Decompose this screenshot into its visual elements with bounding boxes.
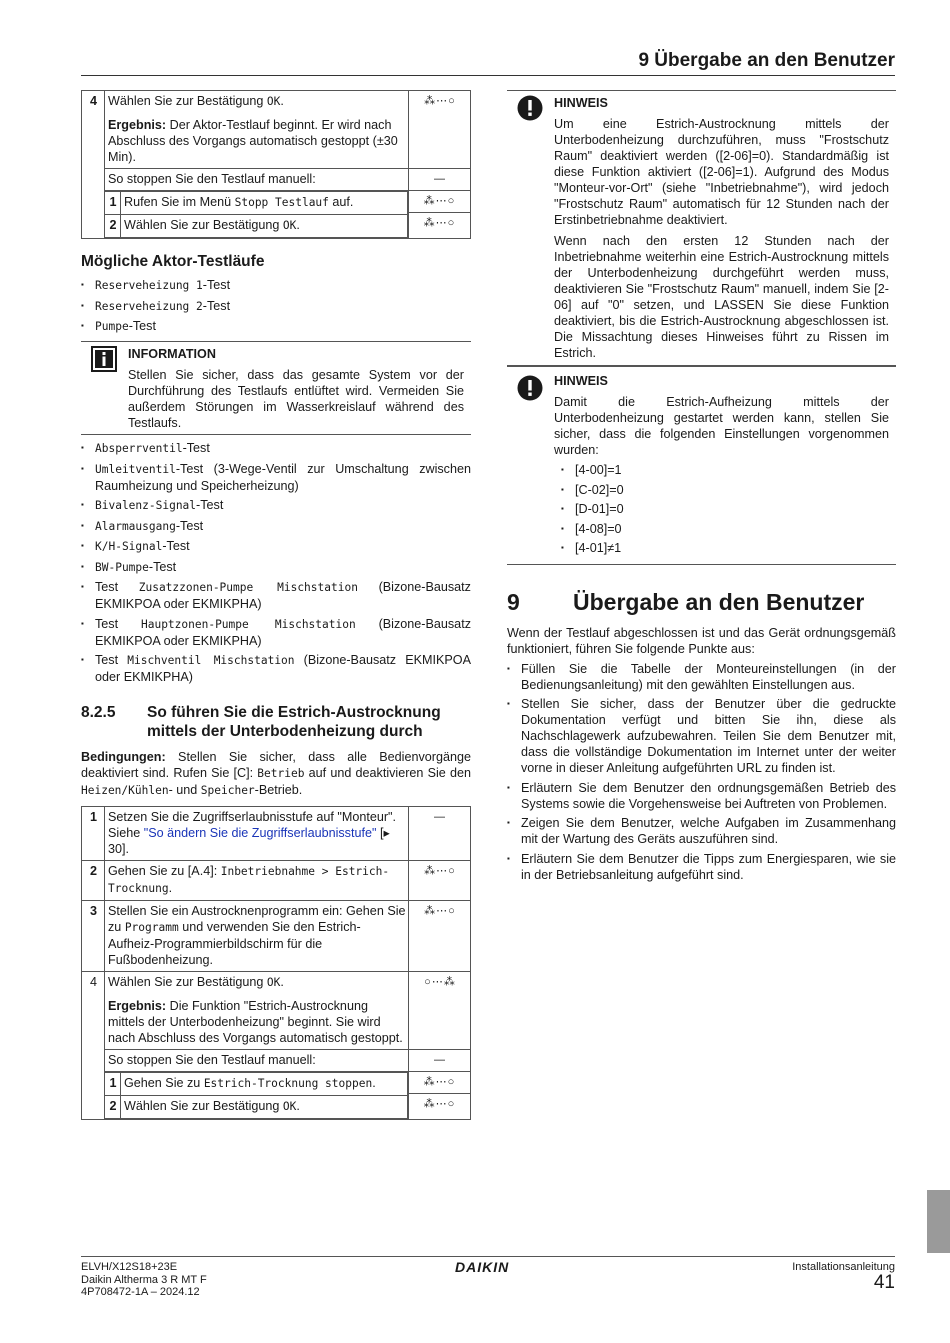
sub-step-number: 2 bbox=[105, 215, 121, 238]
step-number: 1 bbox=[82, 807, 105, 861]
left-column bbox=[81, 90, 471, 1120]
chapter-number: 9 bbox=[507, 588, 520, 615]
list-item: ▪ Test Zusatzzonen-Pumpe Mischstation (Bizone-Bausatz EKMIKPOA oder EKMIKPHA) bbox=[81, 579, 471, 612]
stop-instruction: So stoppen Sie den Testlauf manuell: bbox=[105, 1050, 409, 1072]
table-row bbox=[82, 807, 471, 861]
list-item: ▪ [4-00]=1 bbox=[561, 462, 889, 478]
sub-step-number: 1 bbox=[105, 192, 121, 215]
notice-title: HINWEIS bbox=[554, 96, 608, 110]
information-text: Stellen Sie sicher, dass das gesamte System vor der Durchführung des Testlaufs entlüftet wird. Vermeiden Sie außerdem Störungen im Wasserkreislauf während des Testlaufs. bbox=[128, 368, 464, 430]
step-number: 3 bbox=[82, 901, 105, 972]
table-row bbox=[82, 169, 471, 191]
sub-steps bbox=[105, 191, 409, 239]
handover-list bbox=[507, 661, 896, 883]
list-item: ▪ Pumpe-Test bbox=[81, 318, 471, 335]
list-item: ▪ Stellen Sie sicher, dass der Benutzer über die gedruckte Dokumentation verfügt und bitten Sie ihn, diese als Nachschlagewerk aufzubewahren. Teilen Sie dem Benutzer mit, dass die vollständige Dokumentation im Internet unter der weiter vorne in dieser Anleitung aufgeführten URL zu finden ist. bbox=[507, 696, 896, 776]
list-item: ▪ [C-02]=0 bbox=[561, 482, 889, 498]
table-row bbox=[82, 91, 471, 169]
list-item: ▪ Füllen Sie die Tabelle der Monteureinstellungen (in der Bedienungsanleitung) mit den gewählten Einstellungen aus. bbox=[507, 661, 896, 693]
notice-text: Um eine Estrich-Austrocknung mittels der Unterbodenheizung durchzuführen, muss "Frostschutz Raum" deaktiviert werden ([2-06]=0). Standardmäßig ist diese Funktion aktiviert ([2-06]=1). Aufgrund des Modus "Monteur-vor-Ort" (siehe "Inbetriebnahme"), wird jedoch "Frostschutz Raum" automatisch für 12 Stunden nach der Erstinbetriebnahme deaktiviert. bbox=[554, 117, 889, 227]
page-number: 41 bbox=[873, 1272, 895, 1293]
list-item: ▪ Erläutern Sie dem Benutzer die Tipps zum Energiesparen, wie sie in der Betriebsanleitung aufgeführt sind. bbox=[507, 851, 896, 883]
section-number: 8.2.5 bbox=[81, 704, 116, 721]
list-item: ▪ [4-01]≠1 bbox=[561, 540, 889, 556]
section-heading bbox=[81, 703, 471, 741]
step-text: Wählen Sie zur Bestätigung OK. Ergebnis: Die Funktion "Estrich-Austrocknung mittels der Unterbodenheizung" beginnt. Sie wird nach Abschluss des Vorgangs automatisch gestoppt. bbox=[105, 972, 409, 1050]
list-item: ▪ [D-01]=0 bbox=[561, 501, 889, 517]
table-row bbox=[82, 972, 471, 1050]
user-interface-icon: ⁂⋯○ bbox=[409, 901, 471, 972]
chapter-tab bbox=[927, 1190, 950, 1253]
list-item: ▪ Absperrventil-Test bbox=[81, 440, 471, 457]
notice-box-2 bbox=[507, 369, 896, 565]
tests-heading: Mögliche Aktor-Testläufe bbox=[81, 253, 265, 270]
table-row bbox=[82, 1072, 471, 1120]
footer-rule bbox=[81, 1256, 895, 1257]
step-text: Wählen Sie zur Bestätigung OK. Ergebnis: Der Aktor-Testlauf beginnt. Er wird nach Abschluss des Vorgangs automatisch gestoppt (±30 Min). bbox=[105, 91, 409, 169]
header-rule bbox=[81, 75, 895, 76]
list-item: ▪ Test Hauptzonen-Pumpe Mischstation (Bizone-Bausatz EKMIKPOA oder EKMIKPHA) bbox=[81, 616, 471, 649]
warning-icon bbox=[517, 375, 543, 401]
list-item: ▪ Reserveheizung 2-Test bbox=[81, 298, 471, 315]
list-item: ▪ Alarmausgang-Test bbox=[81, 518, 471, 535]
dash-icon: — bbox=[409, 1050, 471, 1072]
page-header-title: 9 Übergabe an den Benutzer bbox=[638, 50, 895, 71]
access-level-link[interactable]: "So ändern Sie die Zugriffserlaubnisstufe" bbox=[143, 826, 377, 840]
list-item: ▪ [4-08]=0 bbox=[561, 521, 889, 537]
dash-icon: — bbox=[409, 807, 471, 861]
user-interface-icon: ○⋯⁂ bbox=[409, 972, 471, 1050]
user-interface-icon: ⁂⋯○ bbox=[409, 861, 471, 901]
notice-text: Damit die Estrich-Aufheizung mittels der Unterbodenheizung gestartet werden kann, stellen Sie sicher, dass die folgenden Einstellungen vorgenommen wurden: bbox=[554, 395, 889, 457]
sub-step-number: 2 bbox=[105, 1096, 121, 1119]
step-number: 4 bbox=[82, 91, 105, 239]
step-text: Gehen Sie zu [A.4]: Inbetriebnahme > Estrich-Trocknung. bbox=[105, 861, 409, 901]
table-row bbox=[82, 191, 471, 239]
sub-step-text: Wählen Sie zur Bestätigung OK. bbox=[121, 1096, 408, 1119]
notice-title: HINWEIS bbox=[554, 374, 608, 388]
list-item: ▪ Test Mischventil Mischstation (Bizone-Bausatz EKMIKPOA oder EKMIKPHA) bbox=[81, 652, 471, 685]
information-title: INFORMATION bbox=[128, 347, 216, 361]
chapter-title: Übergabe an den Benutzer bbox=[573, 588, 865, 615]
information-icon bbox=[91, 346, 117, 372]
conditions-paragraph: Bedingungen: Stellen Sie sicher, dass alle Bedienvorgänge deaktiviert sind. Rufen Sie [C]: Betrieb auf und deaktivieren Sie den Heizen/Kühlen- und Speicher-Betrieb. bbox=[81, 750, 471, 797]
step-text: Setzen Sie die Zugriffserlaubnisstufe auf "Monteur". Siehe "So ändern Sie die Zugriffserlaubnisstufe" [▸ 30]. bbox=[105, 807, 409, 861]
chapter-heading bbox=[507, 589, 896, 615]
step-number: 2 bbox=[82, 861, 105, 901]
footer-model-info: ELVH/X12S18+23E Daikin Altherma 3 R MT F 4P708472-1A – 2024.12 bbox=[81, 1261, 207, 1298]
footer-doc-type: Installationsanleitung bbox=[792, 1261, 895, 1273]
right-column bbox=[507, 90, 896, 886]
intro-paragraph: Wenn der Testlauf abgeschlossen ist und das Gerät ordnungsgemäß funktioniert, führen Sie folgende Punkte aus: bbox=[507, 625, 896, 656]
sub-steps bbox=[105, 1072, 409, 1120]
section-title: So führen Sie die Estrich-Austrocknung mittels der Unterbodenheizung durch bbox=[147, 704, 441, 740]
user-interface-icon: ⁂⋯○ ⁂⋯○ bbox=[409, 191, 471, 239]
tests-list-1 bbox=[81, 277, 471, 335]
table-row bbox=[82, 861, 471, 901]
sub-step-text: Gehen Sie zu Estrich-Trocknung stoppen. bbox=[121, 1073, 408, 1096]
list-item: ▪ Umleitventil-Test (3-Wege-Ventil zur Umschaltung zwischen Raumheizung und Speicherheizung) bbox=[81, 461, 471, 494]
sub-step-number: 1 bbox=[105, 1073, 121, 1096]
stop-instruction: So stoppen Sie den Testlauf manuell: bbox=[105, 169, 409, 191]
list-item: ▪ Bivalenz-Signal-Test bbox=[81, 497, 471, 514]
table-row bbox=[82, 901, 471, 972]
step-text: Stellen Sie ein Austrocknenprogramm ein: Gehen Sie zu Programm und verwenden Sie den Estrich-Aufheiz-Programmierbildschirm für die Fußbodenheizung. bbox=[105, 901, 409, 972]
list-item: ▪ K/H-Signal-Test bbox=[81, 538, 471, 555]
tests-list-2 bbox=[81, 440, 471, 685]
user-interface-icon: ⁂⋯○ bbox=[409, 91, 471, 169]
step-number: 4 bbox=[82, 972, 105, 1120]
table-row bbox=[82, 1050, 471, 1072]
notice-box-1 bbox=[507, 90, 896, 366]
information-box bbox=[81, 341, 471, 435]
user-interface-icon: ⁂⋯○ ⁂⋯○ bbox=[409, 1072, 471, 1120]
sub-step-text: Rufen Sie im Menü Stopp Testlauf auf. bbox=[121, 192, 408, 215]
list-item: ▪ Reserveheizung 1-Test bbox=[81, 277, 471, 294]
list-item: ▪ Erläutern Sie dem Benutzer den ordnungsgemäßen Betrieb des Systems sowie die Vorgehensweise bei Auftreten von Problemen. bbox=[507, 780, 896, 812]
notice-text: Wenn nach den ersten 12 Stunden nach der Inbetriebnahme weiterhin eine Estrich-Austrocknung mittels der Unterbodenheizung durchgeführt werden muss, deaktivieren Sie "Frostschutz Raum" manuell, indem Sie [2-06] auf "0" setzen, und LASSEN Sie diese Funktion deaktiviert, bis die Estrich-Austrocknung abgeschlossen ist. Die Missachtung dieses Hinweises führt zu Rissen im Estrich. bbox=[554, 234, 889, 360]
daikin-logo: DAIKIN bbox=[455, 1259, 510, 1275]
actuator-test-steps-table bbox=[81, 90, 471, 239]
dash-icon: — bbox=[409, 169, 471, 191]
warning-icon bbox=[517, 95, 543, 121]
settings-list bbox=[561, 462, 889, 556]
screed-drying-steps-table bbox=[81, 806, 471, 1120]
list-item: ▪ Zeigen Sie dem Benutzer, welche Aufgaben im Zusammenhang mit der Wartung des Geräts auszuführen sind. bbox=[507, 815, 896, 847]
sub-step-text: Wählen Sie zur Bestätigung OK. bbox=[121, 215, 408, 238]
list-item: ▪ BW-Pumpe-Test bbox=[81, 559, 471, 576]
